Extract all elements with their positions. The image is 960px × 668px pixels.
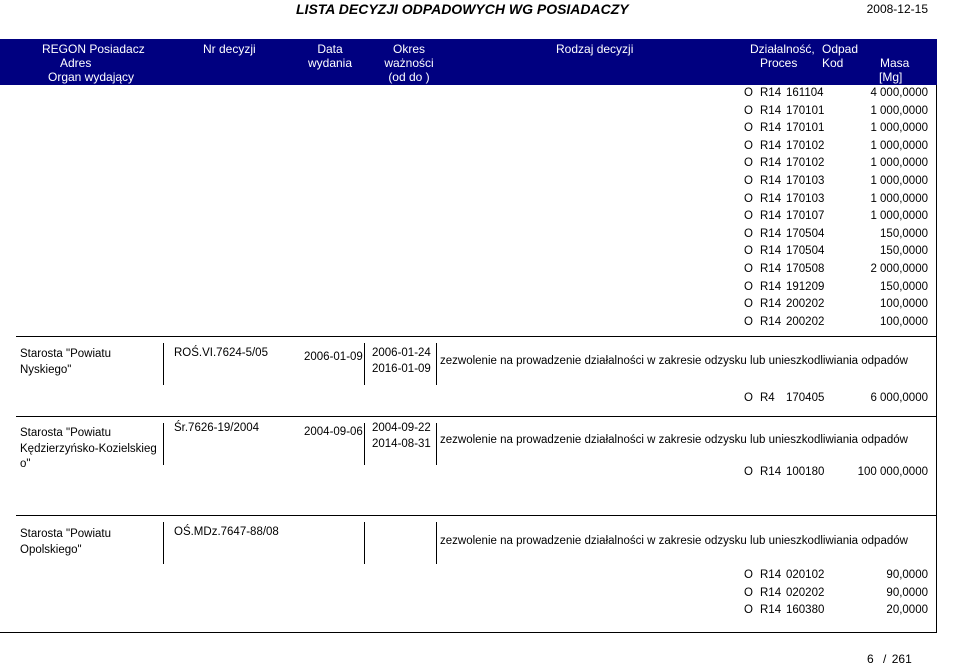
header-okres-1: Okres	[392, 42, 425, 56]
row-o: O	[744, 569, 753, 581]
row-proces: R14	[760, 157, 782, 170]
row-proces: R14	[760, 175, 782, 187]
row-kod: 170508	[786, 263, 825, 275]
row-o: O	[744, 280, 753, 293]
row-masa: 90,0000	[886, 587, 928, 599]
record-organ: Starosta "Powiatu	[20, 528, 112, 540]
row-kod: 170101	[786, 122, 825, 135]
row-masa: 100,0000	[880, 315, 928, 328]
report-date: 2008-12-15	[866, 2, 928, 16]
row-proces: R14	[760, 298, 782, 311]
row-proces: R14	[760, 122, 782, 135]
row-masa: 1 000,0000	[870, 104, 928, 117]
row-masa: 100 000,0000	[857, 466, 928, 478]
record-rodzaj: zezwolenie na prowadzenie działalności w zakresie odzysku lub unieszkodliwiania odpadów	[440, 355, 908, 367]
row-o: O	[744, 392, 753, 404]
col-divider	[436, 423, 437, 465]
row-masa: 90,0000	[886, 569, 928, 581]
row-kod: 161104	[786, 87, 824, 99]
col-divider	[364, 423, 365, 465]
record-organ-2: Nyskiego"	[20, 364, 72, 376]
col-divider	[163, 522, 164, 564]
row-o: O	[744, 104, 753, 117]
header-regon: REGON Posiadacz	[42, 42, 145, 56]
record-od: 2004-09-22	[372, 422, 431, 434]
page-sep: /	[883, 652, 887, 666]
report-title: LISTA DECYZJI ODPADOWYCH WG POSIADACZY	[296, 1, 629, 17]
row-proces: R14	[760, 192, 782, 205]
row-proces: R14	[760, 604, 782, 616]
row-masa: 6 000,0000	[870, 392, 928, 404]
record-organ-2: Kędzierzyńsko-Kozielskieg	[20, 443, 157, 455]
header-organ: Organ wydający	[48, 70, 135, 84]
header-nr: Nr decyzji	[203, 42, 256, 56]
row-kod: 170107	[786, 210, 825, 223]
row-masa: 150,0000	[880, 280, 928, 293]
row-kod: 020102	[786, 569, 825, 581]
row-kod: 170102	[786, 139, 825, 152]
col-divider	[436, 343, 437, 385]
row-proces: R14	[760, 587, 782, 599]
row-kod: 170405	[786, 392, 825, 404]
row-kod: 020202	[786, 587, 825, 599]
row-masa: 1 000,0000	[870, 157, 928, 170]
row-masa: 1 000,0000	[870, 192, 928, 205]
row-kod: 160380	[786, 604, 825, 616]
row-o: O	[744, 587, 753, 599]
record-organ-3: o"	[20, 458, 31, 470]
row-kod: 170103	[786, 192, 825, 205]
row-kod: 170103	[786, 175, 825, 187]
row-proces: R14	[760, 569, 782, 581]
header-data-2: wydania	[307, 56, 353, 70]
row-proces: R14	[760, 466, 782, 478]
row-o: O	[744, 157, 753, 170]
col-divider	[163, 423, 164, 465]
row-kod: 191209	[786, 280, 825, 293]
row-masa: 100,0000	[880, 298, 928, 311]
col-divider	[364, 343, 365, 385]
row-masa: 150,0000	[880, 227, 928, 240]
row-proces: R14	[760, 263, 782, 275]
row-o: O	[744, 466, 753, 478]
record-data: 2004-09-06	[304, 426, 363, 438]
row-kod: 200202	[786, 298, 825, 311]
record-nr: ROŚ.VI.7624-5/05	[174, 347, 268, 359]
record-separator	[16, 416, 937, 417]
record-rodzaj: zezwolenie na prowadzenie działalności w zakresie odzysku lub unieszkodliwiania odpadów	[440, 434, 908, 446]
header-okres-3: (od do )	[388, 70, 430, 84]
row-kod: 100180	[786, 466, 825, 478]
header-rodzaj: Rodzaj decyzji	[556, 42, 634, 56]
row-o: O	[744, 298, 753, 311]
record-do: 2014-08-31	[372, 438, 431, 450]
row-o: O	[744, 87, 753, 99]
record-organ: Starosta "Powiatu	[20, 348, 112, 360]
header-masa-unit: [Mg]	[879, 70, 903, 84]
record-organ-2: Opolskiego"	[20, 544, 82, 556]
row-kod: 200202	[786, 315, 825, 328]
row-o: O	[744, 315, 753, 328]
row-proces: R14	[760, 210, 782, 223]
row-masa: 20,0000	[886, 604, 928, 616]
row-masa: 1 000,0000	[870, 175, 928, 187]
row-o: O	[744, 604, 753, 616]
row-o: O	[744, 227, 753, 240]
row-masa: 1 000,0000	[870, 210, 928, 223]
row-masa: 2 000,0000	[870, 263, 928, 275]
header-adres: Adres	[60, 56, 92, 70]
row-o: O	[744, 122, 753, 135]
row-proces: R14	[760, 280, 782, 293]
column-header	[0, 39, 937, 85]
record-rodzaj: zezwolenie na prowadzenie działalności w zakresie odzysku lub unieszkodliwiania odpadów	[440, 535, 908, 547]
header-okres-2: ważności	[384, 56, 434, 70]
row-proces: R14	[760, 87, 782, 99]
record-nr: Śr.7626-19/2004	[174, 422, 260, 434]
row-proces: R14	[760, 227, 782, 240]
row-o: O	[744, 192, 753, 205]
header-masa: Masa	[880, 56, 910, 70]
header-odpad: Odpad	[822, 42, 859, 56]
row-proces: R4	[760, 392, 775, 404]
record-od: 2006-01-24	[372, 347, 431, 359]
row-proces: R14	[760, 139, 782, 152]
row-proces: R14	[760, 315, 782, 328]
row-proces: R14	[760, 104, 782, 117]
row-o: O	[744, 210, 753, 223]
header-dzialalnosc: Działalność,	[750, 42, 815, 56]
row-o: O	[744, 139, 753, 152]
record-separator	[16, 515, 937, 516]
row-o: O	[744, 245, 753, 258]
col-divider	[163, 343, 164, 385]
record-data: 2006-01-09	[304, 351, 363, 363]
row-kod: 170101	[786, 104, 825, 117]
col-divider	[436, 522, 437, 564]
row-o: O	[744, 263, 753, 275]
record-organ: Starosta "Powiatu	[20, 427, 112, 439]
col-divider	[364, 522, 365, 564]
page-number	[867, 652, 912, 666]
header-proces: Proces	[760, 56, 798, 70]
record-nr: OŚ.MDz.7647-88/08	[174, 526, 279, 538]
header-kod: Kod	[822, 56, 844, 70]
report-title-bar	[0, 0, 960, 20]
row-masa: 1 000,0000	[870, 122, 928, 135]
row-kod: 170504	[786, 245, 825, 258]
row-masa: 1 000,0000	[870, 139, 928, 152]
record-do: 2016-01-09	[372, 363, 431, 375]
row-kod: 170504	[786, 227, 825, 240]
row-proces: R14	[760, 245, 782, 258]
record-separator	[16, 336, 937, 337]
row-o: O	[744, 175, 753, 187]
row-masa: 150,0000	[880, 245, 928, 258]
row-masa: 4 000,0000	[870, 87, 928, 99]
header-data-1: Data	[317, 42, 343, 56]
row-kod: 170102	[786, 157, 825, 170]
page-current: 6	[867, 652, 874, 666]
page-total: 261	[891, 652, 912, 666]
